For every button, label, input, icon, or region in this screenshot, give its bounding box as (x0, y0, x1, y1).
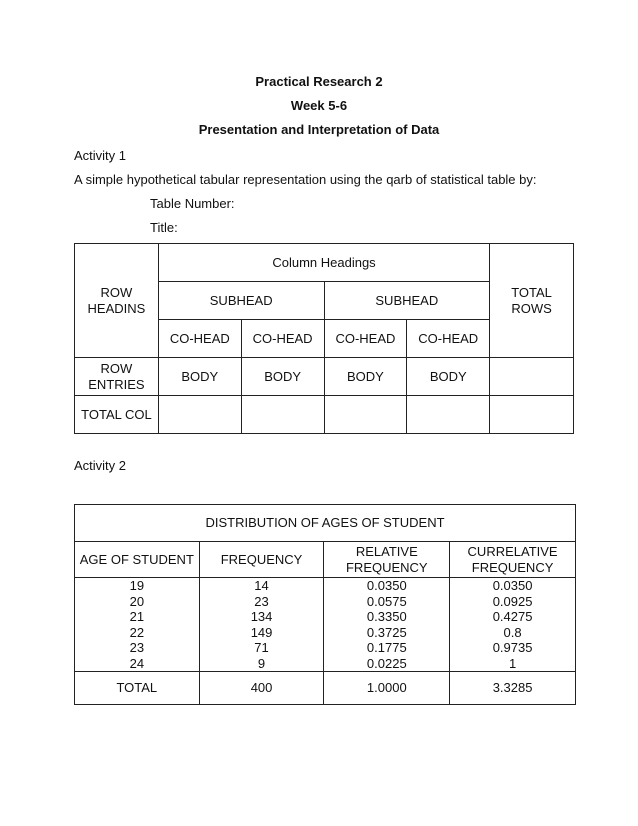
cohead-cell: CO-HEAD (241, 320, 324, 358)
activity1-instruction: A simple hypothetical tabular representation using the qarb of statistical table by: (74, 172, 537, 187)
total-cumulative: 3.3285 (450, 672, 576, 705)
frequency-values: 14 23 134 149 71 9 (199, 578, 324, 672)
total-label: TOTAL (75, 672, 200, 705)
total-relative: 1.0000 (324, 672, 450, 705)
body-cell: BODY (407, 358, 490, 396)
cohead-cell: CO-HEAD (324, 320, 407, 358)
subhead-cell: SUBHEAD (324, 282, 490, 320)
age-distribution-table (74, 504, 576, 705)
empty-cell (490, 358, 574, 396)
empty-cell (241, 396, 324, 434)
cohead-cell: CO-HEAD (158, 320, 241, 358)
empty-cell (407, 396, 490, 434)
activity1-label: Activity 1 (74, 148, 127, 163)
empty-cell (490, 396, 574, 434)
body-cell: BODY (241, 358, 324, 396)
header-cumulative-frequency: CURRELATIVE FREQUENCY (450, 542, 576, 578)
cohead-cell: CO-HEAD (407, 320, 490, 358)
empty-cell (158, 396, 241, 434)
age-values: 19 20 21 22 23 24 (75, 578, 200, 672)
course-title: Practical Research 2 (255, 74, 383, 89)
empty-cell (324, 396, 407, 434)
relative-frequency-values: 0.0350 0.0575 0.3350 0.3725 0.1775 0.0225 (324, 578, 450, 672)
header-relative-frequency: RELATIVE FREQUENCY (324, 542, 450, 578)
table-title: DISTRIBUTION OF AGES OF STUDENT (75, 505, 576, 542)
total-col-cell: TOTAL COL (75, 396, 159, 434)
week-label: Week 5-6 (290, 98, 348, 113)
table-number-label: Table Number: (150, 196, 235, 211)
row-entries-cell: ROW ENTRIES (75, 358, 159, 396)
cumulative-frequency-values: 0.0350 0.0925 0.4275 0.8 0.9735 1 (450, 578, 576, 672)
total-rows-cell: TOTAL ROWS (490, 244, 574, 358)
header-frequency: FREQUENCY (199, 542, 324, 578)
topic-title: Presentation and Interpretation of Data (198, 122, 440, 137)
total-frequency: 400 (199, 672, 324, 705)
body-cell: BODY (158, 358, 241, 396)
header-age: AGE OF STUDENT (75, 542, 200, 578)
table-title-label: Title: (150, 220, 178, 235)
activity2-label: Activity 2 (74, 458, 127, 473)
subhead-cell: SUBHEAD (158, 282, 324, 320)
column-headings-cell: Column Headings (158, 244, 489, 282)
statistical-table-template (74, 243, 574, 434)
row-headins-cell: ROW HEADINS (75, 244, 159, 358)
body-cell: BODY (324, 358, 407, 396)
